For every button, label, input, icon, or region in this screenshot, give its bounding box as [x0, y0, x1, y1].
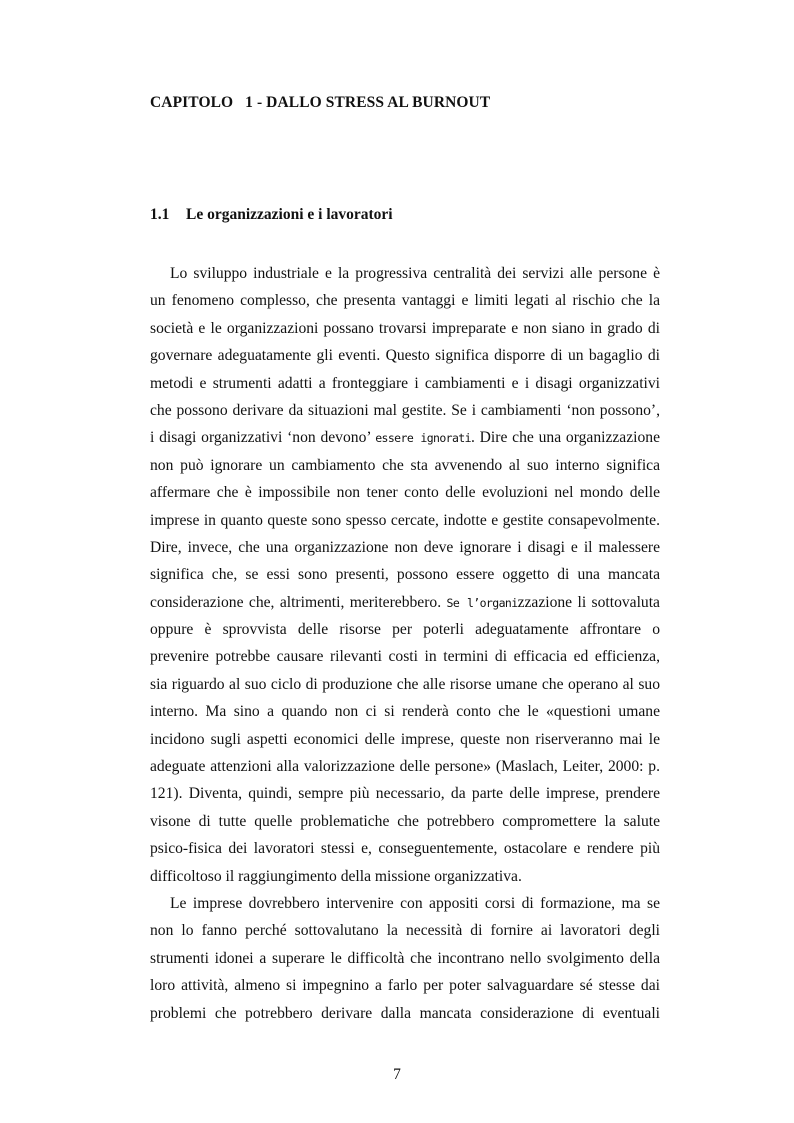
- paragraph-line: non lo fanno perché sottovalutano la necessità di fornire ai lavoratori degli: [150, 922, 660, 940]
- paragraph-line: significa che, se essi sono presenti, possono essere oggetto di una mancata: [150, 566, 660, 584]
- paragraph-line: che possono derivare da situazioni mal gestite. Se i cambiamenti ‘non possono’,: [150, 401, 660, 419]
- paragraph-line: problemi che potrebbero derivare dalla mancata considerazione di eventuali: [150, 1004, 660, 1022]
- paragraph-line: metodi e strumenti adatti a fronteggiare i cambiamenti e i disagi organizzativi: [150, 374, 660, 392]
- paragraph-line: adeguate attenzioni alla valorizzazione delle persone» (Maslach, Leiter, 2000: p.: [150, 758, 660, 776]
- paragraph-line: difficoltoso il raggiungimento della missione organizzativa.: [150, 867, 522, 885]
- text-run-monospace: Se l’organi: [446, 595, 518, 610]
- paragraph-line: non può ignorare un cambiamento che sta avvenendo al suo interno significa: [150, 456, 660, 474]
- section-heading: [150, 206, 393, 224]
- paragraph-line: [150, 589, 660, 616]
- paragraph-line: [150, 424, 660, 451]
- paragraph-line: visone di tutte quelle problematiche che potrebbero compromettere la salute: [150, 812, 660, 830]
- paragraph-line: Le imprese dovrebbero intervenire con appositi corsi di formazione, ma se: [170, 894, 660, 912]
- section-title: Le organizzazioni e i lavoratori: [186, 206, 393, 223]
- chapter-title: CAPITOLO 1 - DALLO STRESS AL BURNOUT: [150, 94, 491, 111]
- text-run-monospace: essere ignorati: [375, 431, 471, 446]
- paragraph-line: strumenti idonei a superare le difficoltà che incontrano nello svolgimento della: [150, 949, 660, 967]
- paragraph-line: governare adeguatamente gli eventi. Questo significa disporre di un bagaglio di: [150, 347, 660, 365]
- text-run: zzazione li sottovaluta: [517, 593, 660, 611]
- paragraph-line: loro attività, almeno si impegnino a farlo per poter salvaguardare sé stesse dai: [150, 977, 660, 995]
- paragraph-line: prevenire potrebbe causare rilevanti costi in termini di efficacia ed efficienza,: [150, 648, 660, 666]
- paragraph-line: società e le organizzazioni possano trovarsi impreparate e non siano in grado di: [150, 319, 660, 337]
- paragraph-line: sia riguardo al suo ciclo di produzione che alle risorse umane che operano al suo: [150, 675, 660, 693]
- paragraph-line: Dire, invece, che una organizzazione non deve ignorare i disagi e il malessere: [150, 538, 660, 556]
- text-run: considerazione che, altrimenti, meriterebbero.: [150, 593, 447, 611]
- paragraph-line: oppure è sprovvista delle risorse per poterli adeguatamente affrontare o: [150, 621, 660, 639]
- paragraph-line: incidono sugli aspetti economici delle imprese, queste non riserveranno mai le: [150, 730, 660, 748]
- paragraph-line: imprese in quanto queste sono spesso cercate, indotte e gestite consapevolmente.: [150, 511, 660, 529]
- paragraph-line: affermare che è impossibile non tener conto delle evoluzioni nel mondo delle: [150, 484, 660, 502]
- section-number: 1.1: [150, 206, 170, 223]
- body-text: [150, 260, 660, 1027]
- text-run: i disagi organizzativi ‘non devono’: [150, 429, 376, 447]
- paragraph-line: un fenomeno complesso, che presenta vantaggi e limiti legati al rischio che la: [150, 292, 660, 310]
- paragraph-line: interno. Ma sino a quando non ci si renderà conto che le «questioni umane: [150, 703, 660, 721]
- paragraph-line: Lo sviluppo industriale e la progressiva centralità dei servizi alle persone è: [170, 265, 660, 282]
- paragraph-line: 121). Diventa, quindi, sempre più necessario, da parte delle imprese, prendere: [150, 785, 660, 803]
- page-number: 7: [393, 1066, 401, 1083]
- paragraph-line: psico-fisica dei lavoratori stessi e, conseguentemente, ostacolare e rendere più: [150, 840, 660, 858]
- text-run: . Dire che una organizzazione: [470, 429, 660, 447]
